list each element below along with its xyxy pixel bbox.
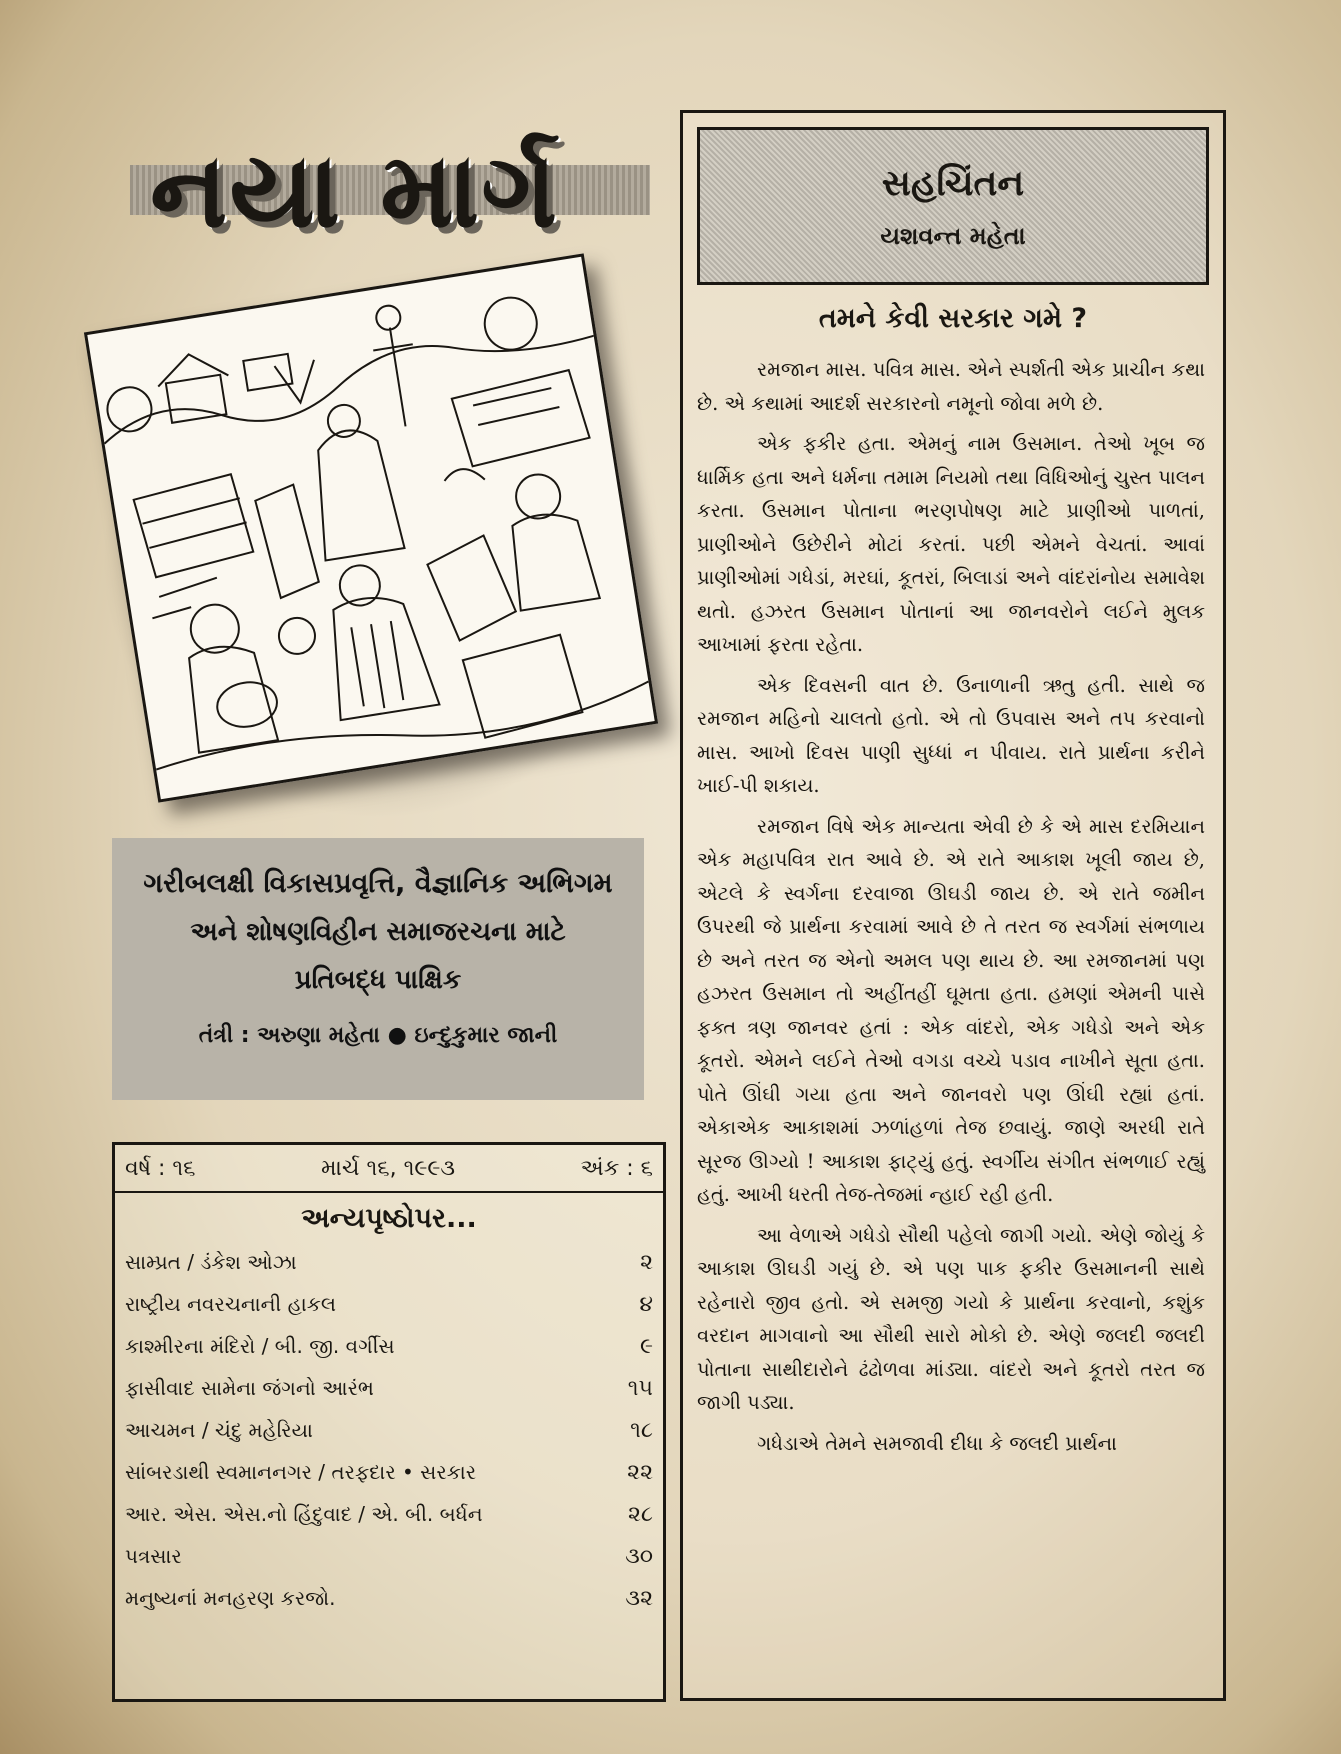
contents-item-page: ૪ [639,1291,653,1317]
tagline-line1: ગરીબલક્ષી વિકાસપ્રવૃત્તિ, વૈજ્ઞાનિક અભિગમ [143,868,613,899]
issue-year: વર્ષ : ૧૬ [125,1155,196,1181]
contents-item[interactable] [115,1493,663,1535]
column-header [697,127,1209,285]
article-paragraph: રમજાન વિષે એક માન્યતા એવી છે કે એ માસ દરમિયાન એક મહાપવિત્ર રાત આવે છે. એ રાતે આકાશ ખૂલી જાય છે, એટલે કે સ્વર્ગના દરવાજા ઊઘડી જાય છે. એ રાતે જમીન ઉપરથી જે પ્રાર્થના કરવામાં આવે છે તે તરત જ સ્વર્ગમાં સંભળાય છે અને તરત જ એનો અમલ પણ થાય છે. આ રમજાનમાં પણ હઝરત ઉસમાન તો અહીંતહીં ઘૂમતા હતા. હમણાં એમની પાસે ફક્ત ત્રણ જાનવર હતાં : એક વાંદરો, એક ગધેડો અને એક કૂતરો. એમને લઈને તેઓ વગડા વચ્ચે પડાવ નાખીને સૂતા હતા. પોતે ઊંઘી ગયા હતા અને જાનવરો પણ ઊંઘી રહ્યાં હતાં. એકાએક આકાશમાં ઝળાંહળાં તેજ છવાયું. જાણે અરધી રાતે સૂરજ ઊગ્યો ! આકાશ ફાટ્યું હતું. સ્વર્ગીય સંગીત સંભળાઈ રહ્યું હતું. આખી ધરતી તેજ-તેજમાં ન્હાઈ રહી હતી. [697,814,1205,1206]
article-paragraph: આ વેળાએ ગધેડો સૌથી પહેલો જાગી ગયો. એણે જોયું કે આકાશ ઊઘડી ગયું છે. એ પણ પાક ફકીર ઉસમાનની સાથે રહેનારો જીવ હતો. એ સમજી ગયો કે પ્રાર્થના કરવાનો, કશુંક વરદાન માગવાનો આ સૌથી સારો મોકો છે. એણે જલદી જલદી પોતાના સાથીદારોને ઢંઢોળવા માંડ્યા. વાંદરો અને કૂતરો તરત જ જાગી પડ્યા. [697,1223,1205,1414]
article-paragraph: એક ફકીર હતા. એમનું નામ ઉસમાન. તેઓ ખૂબ જ ધાર્મિક હતા અને ધર્મના તમામ નિયમો તથા વિધિઓનું ચુસ્ત પાલન કરતા. ઉસમાન પોતાના ભરણપોષણ માટે પ્રાણીઓ પાળતાં, પ્રાણીઓને ઉછેરીને મોટાં કરતાં. પછી એમને વેચતાં. આવાં પ્રાણીઓમાં ગધેડાં, મરઘાં, કૂતરાં, બિલાડાં અને વાંદરાંનોય સમાવેશ થતો. હઝરત ઉસમાન પોતાનાં આ જાનવરોને લઈને મુલક આખામાં ફરતા રહેતા. [697,432,1205,656]
tagline-box [112,838,644,1100]
contents-item-page: ૧૮ [630,1417,653,1443]
editors-line: તંત્રી : અરુણા મહેતા ● ઇન્દુકુમાર જાની [198,1023,558,1048]
article-paragraph: રમજાન માસ. પવિત્ર માસ. એને સ્પર્શતી એક પ્રાચીન કથા છે. એ કથામાં આદર્શ સરકારનો નમૂનો જોવા મળે છે. [697,358,1205,415]
article-column [680,110,1226,1701]
contents-box [112,1142,666,1702]
contents-item-title: ફાસીવાદ સામેના જંગનો આરંભ [125,1376,374,1400]
contents-item[interactable] [115,1409,663,1451]
contents-item[interactable] [115,1577,663,1619]
contents-item-page: ૨૮ [627,1501,653,1527]
article-body [697,353,1205,1467]
contents-item-title: આર. એસ. એસ.નો હિંદુવાદ / એ. બી. બર્ધન [125,1502,483,1526]
column-name: સહચિંતન [881,163,1025,204]
cover-illustration [84,253,658,802]
masthead-title: નયા માર્ગ [150,129,560,251]
masthead [130,120,650,260]
article-title: તમને કેવી સરકાર ગમે ? [818,303,1088,334]
contents-item-page: ૨ [640,1249,653,1275]
issue-info [115,1145,663,1193]
contents-item-page: ૧૫ [627,1375,653,1401]
contents-item-title: કાશ્મીરના મંદિરો / બી. જી. વર્ગીસ [125,1334,395,1358]
contents-item-title: રાષ્ટ્રીય નવરચનાની હાકલ [125,1292,336,1316]
contents-item[interactable] [115,1283,663,1325]
issue-date: માર્ચ ૧૬, ૧૯૯૩ [320,1155,456,1181]
tagline-line3: પ્રતિબદ્ધ પાક્ષિક [294,965,462,995]
article-paragraph: ગધેડાએ તેમને સમજાવી દીધા કે જલદી પ્રાર્થના [757,1431,1117,1455]
column-author: યશવન્ત મહેતા [880,222,1026,250]
contents-item-page: ૯ [639,1333,653,1359]
contents-item[interactable] [115,1367,663,1409]
contents-item[interactable] [115,1325,663,1367]
contents-item-page: ૩૨ [625,1585,653,1611]
article-paragraph: એક દિવસની વાત છે. ઉનાળાની ઋતુ હતી. સાથે જ રમજાન મહિનો ચાલતો હતો. એ તો ઉપવાસ અને તપ કરવાનો માસ. આખો દિવસ પાણી સુધ્ધાં ન પીવાય. રાતે પ્રાર્થના કરીને ખાઈ-પી શકાય. [697,673,1205,797]
tagline-line2: અને શોષણવિહીન સમાજરચના માટે [190,917,566,947]
contents-item-title: આચમન / ચંદુ મહેરિયા [125,1418,313,1442]
contents-item-title: પત્રસાર [125,1544,182,1568]
contents-item-title: સાંબરડાથી સ્વમાનનગર / તરફદાર • સરકાર [125,1460,477,1484]
contents-item[interactable] [115,1451,663,1493]
contents-item-title: મનુષ્યનાં મનહરણ કરજો. [125,1586,336,1610]
contents-heading: અન્યપૃષ્ઠોપર... [301,1203,477,1234]
contents-item-page: ૩૦ [625,1543,653,1569]
illustration-drawing [87,257,654,799]
contents-item-page: ૨૨ [627,1459,653,1485]
issue-number: અંક : ૬ [580,1155,653,1181]
contents-item[interactable] [115,1535,663,1577]
contents-item[interactable] [115,1241,663,1283]
contents-item-title: સામ્પ્રત / ડંકેશ ઓઝા [125,1250,297,1274]
